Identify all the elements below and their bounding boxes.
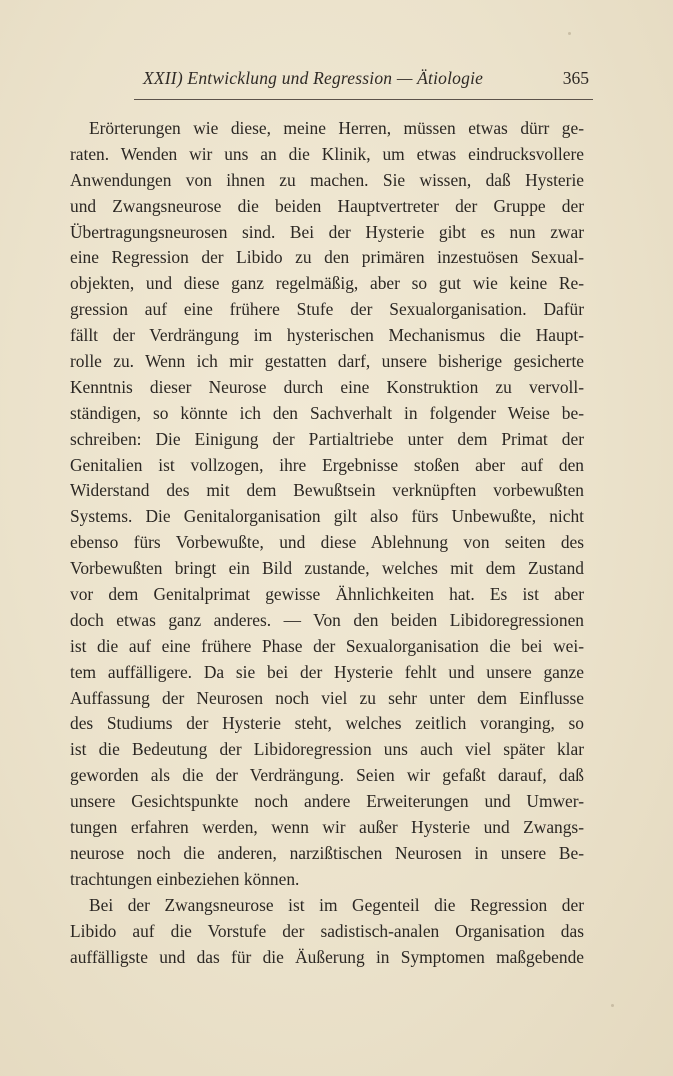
text-line: ständigen, so könnte ich den Sachverhalt in folgender Weise be- bbox=[70, 402, 584, 423]
text-line: Bei der Zwangsneurose ist im Gegenteil die Regression der bbox=[89, 894, 584, 915]
text-line: geworden als die der Verdrängung. Seien wir gefaßt darauf, daß bbox=[70, 765, 584, 786]
paragraph-1 bbox=[70, 116, 584, 893]
text-line: Libido auf die Vorstufe der sadistisch-analen Organisation das bbox=[70, 920, 584, 941]
text-line: vor dem Genitalprimat gewisse Ähnlichkeiten hat. Es ist aber bbox=[70, 584, 584, 605]
page-number: 365 bbox=[562, 68, 589, 88]
text-line: objekten, und diese ganz regelmäßig, aber so gut wie keine Re- bbox=[70, 273, 584, 294]
text-line: Anwendungen von ihnen zu machen. Sie wissen, daß Hysterie bbox=[70, 169, 584, 190]
text-line: fällt der Verdrängung im hysterischen Mechanismus die Haupt- bbox=[70, 325, 584, 346]
text-line: Übertragungsneurosen sind. Bei der Hysterie gibt es nun zwar bbox=[70, 221, 584, 242]
text-line: Erörterungen wie diese, meine Herren, müssen etwas dürr ge- bbox=[89, 118, 584, 138]
text-line: des Studiums der Hysterie steht, welches zeitlich voranging, so bbox=[70, 713, 584, 734]
text-line: rolle zu. Wenn ich mir gestatten darf, unsere bisherige gesicherte bbox=[70, 351, 584, 372]
running-head: XXII) Entwicklung und Regression — Ätiologie bbox=[143, 68, 484, 88]
text-line: doch etwas ganz anderes. — Von den beiden Libidoregressionen bbox=[70, 609, 584, 630]
text-line: trachtungen einbeziehen können. bbox=[70, 868, 300, 889]
text-line: tem auffälligere. Da sie bei der Hysterie fehlt und unsere ganze bbox=[70, 661, 584, 682]
text-line: eine Regression der Libido zu den primären inzestuösen Sexual- bbox=[70, 247, 584, 268]
paper-speck bbox=[568, 32, 571, 35]
text-line: unsere Gesichtspunkte noch andere Erweiterungen und Umwer- bbox=[70, 791, 584, 812]
text-line: ebenso fürs Vorbewußte, und diese Ablehnung von seiten des bbox=[70, 532, 584, 553]
text-line: Systems. Die Genitalorganisation gilt also fürs Unbewußte, nicht bbox=[70, 506, 584, 527]
text-line: auffälligste und das für die Äußerung in Symptomen maßgebende bbox=[70, 946, 584, 967]
text-line: Auffassung der Neurosen noch viel zu sehr unter dem Einflusse bbox=[70, 687, 584, 708]
paragraph-2 bbox=[70, 893, 584, 971]
text-line: tungen erfahren werden, wenn wir außer Hysterie und Zwangs- bbox=[70, 817, 584, 838]
text-line: schreiben: Die Einigung der Partialtriebe unter dem Primat der bbox=[70, 428, 584, 449]
page-header bbox=[143, 68, 589, 98]
text-line: ist die Bedeutung der Libidoregression uns auch viel später klar bbox=[70, 739, 584, 760]
text-line: gression auf eine frühere Stufe der Sexualorganisation. Dafür bbox=[70, 299, 584, 320]
text-line: Vorbewußten bringt ein Bild zustande, welches mit dem Zustand bbox=[70, 558, 584, 579]
text-line: ist die auf eine frühere Phase der Sexualorganisation die bei wei- bbox=[70, 635, 584, 656]
text-line: neurose noch die anderen, narzißtischen Neurosen in unsere Be- bbox=[70, 842, 584, 863]
text-line: Widerstand des mit dem Bewußtsein verknüpften vorbewußten bbox=[70, 480, 584, 501]
paper-speck bbox=[611, 1004, 614, 1007]
body-text bbox=[70, 116, 584, 970]
text-line: und Zwangsneurose die beiden Hauptvertreter der Gruppe der bbox=[70, 195, 584, 216]
text-line: raten. Wenden wir uns an die Klinik, um etwas eindrucksvollere bbox=[70, 143, 584, 164]
text-line: Kenntnis dieser Neurose durch eine Konstruktion zu vervoll- bbox=[70, 376, 584, 397]
text-line: Genitalien ist vollzogen, ihre Ergebnisse stoßen aber auf den bbox=[70, 454, 584, 475]
header-rule bbox=[134, 99, 593, 100]
